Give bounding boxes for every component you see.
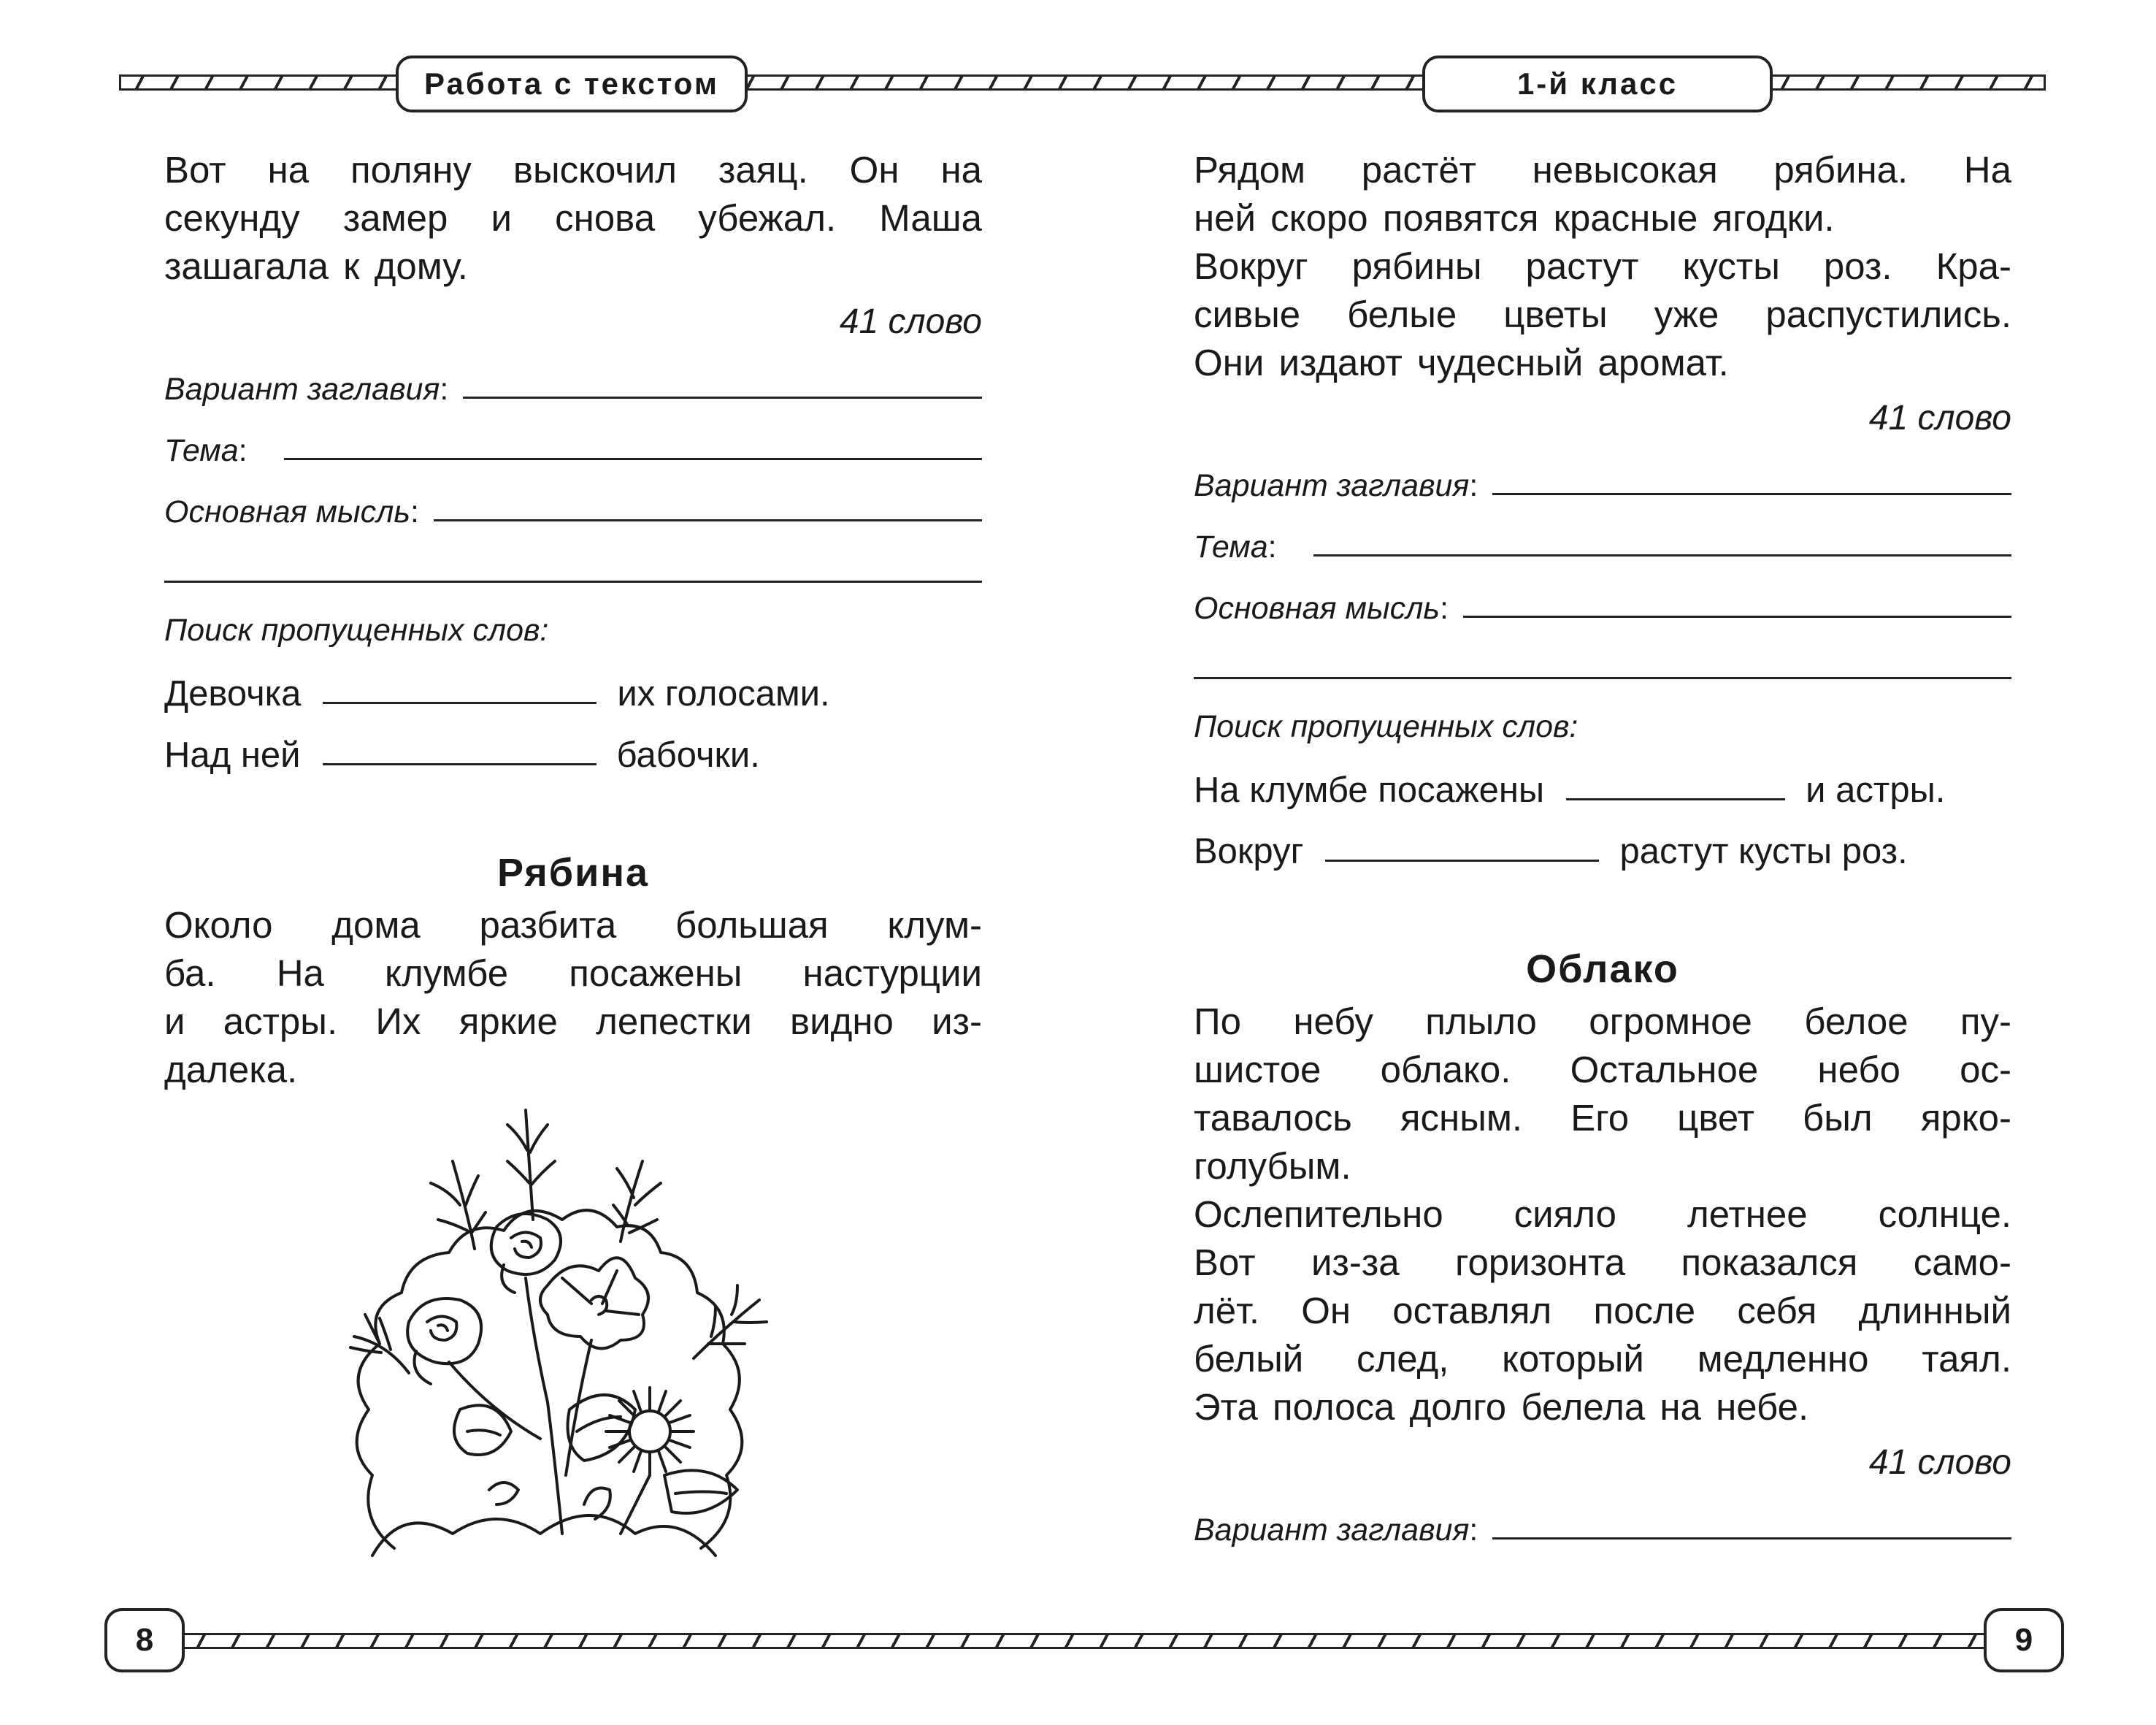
story-title: Рябина [496, 851, 649, 895]
theme-label: Тема [1194, 529, 1268, 565]
main-idea-field[interactable]: Основная мысль : [1194, 565, 2011, 627]
gap-sentence [164, 714, 982, 776]
gap-before: Вокруг [1194, 832, 1304, 871]
title-variant-field[interactable]: Вариант заглавия : [1194, 443, 2011, 504]
story-paragraph [1194, 998, 2011, 1431]
paragraph-line: шистое облако. Остальное небо ос- [1194, 1049, 2011, 1090]
theme-blank[interactable] [1313, 554, 2011, 556]
gap-before: Девочка [164, 674, 302, 714]
footer-rail [183, 1633, 1990, 1649]
word-count: 41 слово [1868, 399, 2011, 437]
gap-sentence [164, 653, 982, 714]
main-idea-blank[interactable] [434, 519, 982, 521]
title-variant-label: Вариант заглавия [1194, 1512, 1470, 1548]
theme-field[interactable]: Тема : [1194, 504, 2011, 565]
title-variant-blank[interactable] [1492, 493, 2011, 495]
gap-blank[interactable] [1566, 798, 1785, 800]
grade-tab-label: 1-й класс [1516, 66, 1679, 101]
section-tab-label: Работа с текстом [424, 66, 719, 101]
paragraph-line: Ослепительно сияло летнее солнце. [1194, 1193, 2011, 1235]
title-variant-blank[interactable] [463, 397, 982, 399]
leaf-sprig-icon [613, 1161, 661, 1242]
header-rail-right [1767, 74, 2046, 91]
leaf-sprig-icon [431, 1161, 486, 1249]
word-count: 41 слово [1868, 1443, 2011, 1482]
gap-before: На клумбе посажены [1194, 770, 1545, 810]
gap-after: бабочки. [616, 735, 760, 775]
rose-icon [407, 1298, 481, 1384]
missing-words-title: Поиск пропущенных слов: [1194, 709, 1578, 744]
gap-blank[interactable] [1325, 860, 1599, 862]
missing-words-title: Поиск пропущенных слов: [164, 613, 549, 648]
paragraph-line: лёт. Он оставлял после себя длинный [1194, 1290, 2011, 1331]
section-tab [396, 56, 748, 112]
main-idea-label: Основная мысль [164, 494, 410, 529]
title-variant-label: Вариант заглавия [164, 372, 440, 407]
main-idea-blank[interactable] [1463, 616, 2011, 618]
paragraph-line: По небу плыло огромное белое пу- [1194, 1001, 2011, 1042]
gap-blank[interactable] [323, 702, 596, 704]
paragraph-line: сивые белые цветы уже распустились. [1194, 294, 2011, 335]
story-title: Облако [1526, 947, 1679, 991]
left-intro-paragraph [164, 146, 982, 291]
paragraph-line: тавалось ясным. Его цвет был ярко- [1194, 1097, 2011, 1139]
word-count: 41 слово [839, 302, 982, 341]
page-number-right-label: 9 [2014, 1622, 2033, 1658]
paragraph-line: зашагала к дому. [164, 245, 468, 287]
title-variant-field[interactable]: Вариант заглавия : [1194, 1487, 2011, 1548]
theme-field[interactable]: Тема : [164, 408, 982, 469]
paragraph-line: ней скоро появятся красные ягодки. [1194, 197, 1835, 239]
gap-sentence [1194, 811, 2011, 872]
page-number-left-label: 8 [135, 1622, 154, 1658]
page-number-left [104, 1608, 185, 1672]
paragraph-line: далека. [164, 1049, 298, 1090]
leaf-sprig-icon [350, 1315, 409, 1373]
paragraph-line: Около дома разбита большая клум- [164, 904, 982, 946]
gap-sentence [1194, 749, 2011, 811]
main-idea-extra-line[interactable] [1194, 627, 2011, 688]
paragraph-line: Рядом растёт невысокая рябина. На [1194, 149, 2011, 191]
paragraph-line: Они издают чудесный аромат. [1194, 342, 1729, 383]
theme-blank[interactable] [284, 458, 982, 460]
story-paragraph [164, 901, 982, 1094]
gap-after: растут кусты роз. [1619, 832, 1908, 871]
paragraph-line: и астры. Их яркие лепестки видно из- [164, 1001, 982, 1042]
paragraph-line: Вокруг рябины растут кусты роз. Кра- [1194, 245, 2011, 287]
gap-after: и астры. [1806, 770, 1946, 810]
title-variant-field[interactable]: Вариант заглавия : [164, 346, 982, 408]
right-page-column [1194, 146, 2011, 1548]
paragraph-line: секунду замер и снова убежал. Маша [164, 197, 982, 239]
flower-bush-illustration [329, 1095, 810, 1563]
title-variant-blank[interactable] [1492, 1537, 2011, 1540]
header-rail-middle [745, 74, 1427, 91]
flower-icon [540, 1258, 648, 1348]
daisy-icon [606, 1388, 694, 1475]
page-number-right [1984, 1608, 2064, 1672]
right-intro-paragraph [1194, 146, 2011, 387]
header-rail-left [119, 74, 400, 91]
theme-label: Тема [164, 433, 239, 468]
title-variant-label: Вариант заглавия [1194, 468, 1470, 503]
main-idea-extra-line[interactable] [164, 530, 982, 592]
gap-blank[interactable] [323, 763, 596, 765]
main-idea-label: Основная мысль [1194, 591, 1440, 626]
grade-tab [1422, 56, 1773, 112]
paragraph-line: белый след, который медленно таял. [1194, 1338, 2011, 1380]
paragraph-line: Эта полоса долго белела на небе. [1194, 1386, 1809, 1428]
paragraph-line: Вот из-за горизонта показался само- [1194, 1242, 2011, 1283]
main-idea-field[interactable]: Основная мысль : [164, 469, 982, 530]
leaf-sprig-icon [507, 1110, 555, 1220]
paragraph-line: ба. На клумбе посажены настурции [164, 952, 982, 994]
paragraph-line: Вот на поляну выскочил заяц. Он на [164, 149, 982, 191]
paragraph-line: голубым. [1194, 1145, 1351, 1187]
left-page-column [164, 146, 982, 1094]
gap-before: Над ней [164, 735, 301, 775]
gap-after: их голосами. [617, 674, 830, 714]
